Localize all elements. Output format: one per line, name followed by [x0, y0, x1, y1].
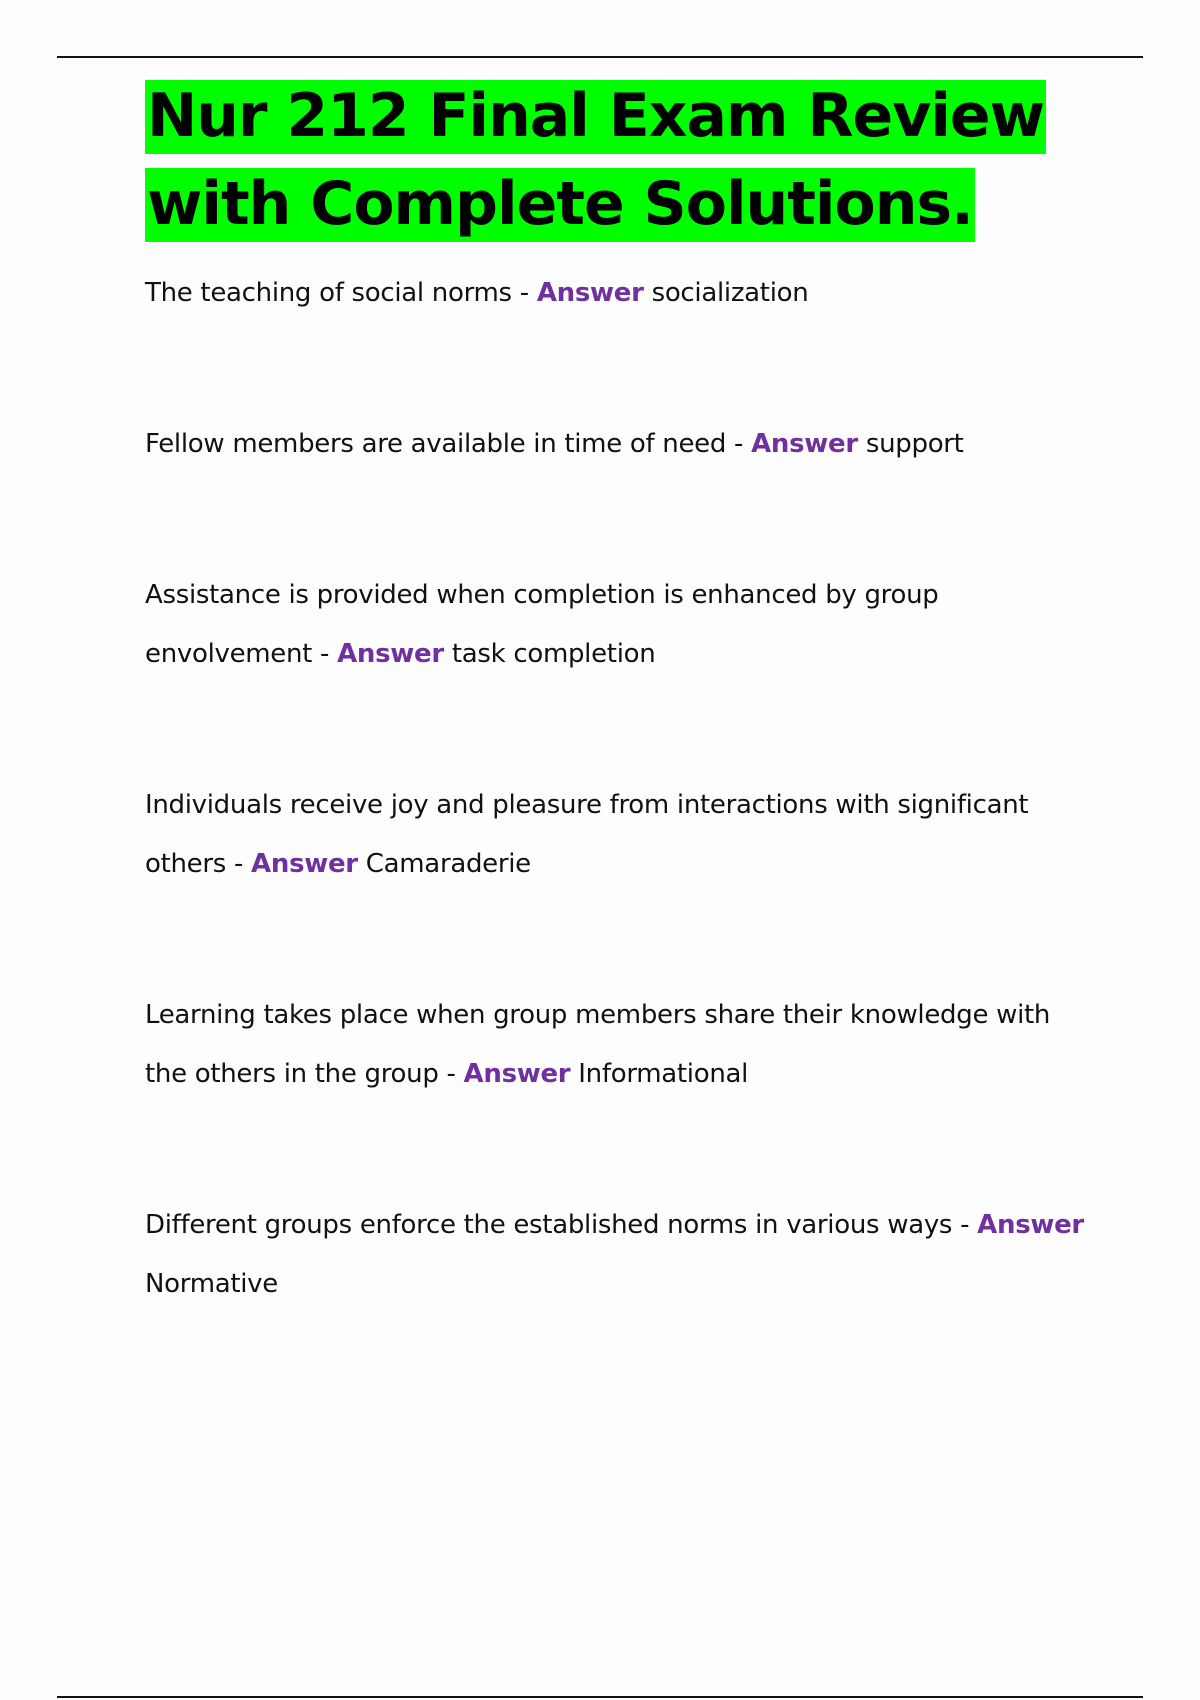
qa-list: [145, 264, 1085, 1314]
answer-text: socialization: [643, 278, 809, 308]
question-text: Different groups enforce the established norms in various ways -: [145, 1210, 978, 1240]
answer-label: Answer: [751, 429, 858, 459]
question-text: Assistance is provided when completion is enhanced by group envolvement -: [145, 580, 939, 669]
question-text: Fellow members are available in time of need -: [145, 429, 752, 459]
qa-item: [145, 566, 1085, 684]
answer-text: Camaraderie: [357, 849, 531, 879]
question-text: Individuals receive joy and pleasure from interactions with significant others -: [145, 790, 1029, 879]
answer-label: Answer: [251, 849, 358, 879]
question-text: Learning takes place when group members share their knowledge with the others in the group -: [145, 1000, 1051, 1089]
bottom-rule: [57, 1696, 1143, 1698]
qa-item: [145, 264, 1085, 323]
answer-label: Answer: [536, 278, 644, 308]
question-text: The teaching of social norms -: [145, 278, 537, 308]
qa-item: [145, 986, 1085, 1104]
qa-item: [145, 1196, 1085, 1314]
answer-label: Answer: [463, 1059, 571, 1089]
answer-text: support: [857, 429, 964, 459]
qa-item: [145, 776, 1085, 894]
title-highlight: Nur 212 Final Exam Review with Complete Solutions.: [145, 80, 1046, 242]
answer-label: Answer: [337, 639, 444, 669]
answer-text: task completion: [443, 639, 656, 669]
answer-text: Informational: [570, 1059, 749, 1089]
document-title: [145, 72, 1085, 248]
top-rule: [57, 56, 1143, 58]
qa-item: [145, 415, 1085, 474]
answer-label: Answer: [977, 1210, 1084, 1240]
document-body: [145, 72, 1085, 1406]
answer-text: Normative: [145, 1269, 278, 1299]
